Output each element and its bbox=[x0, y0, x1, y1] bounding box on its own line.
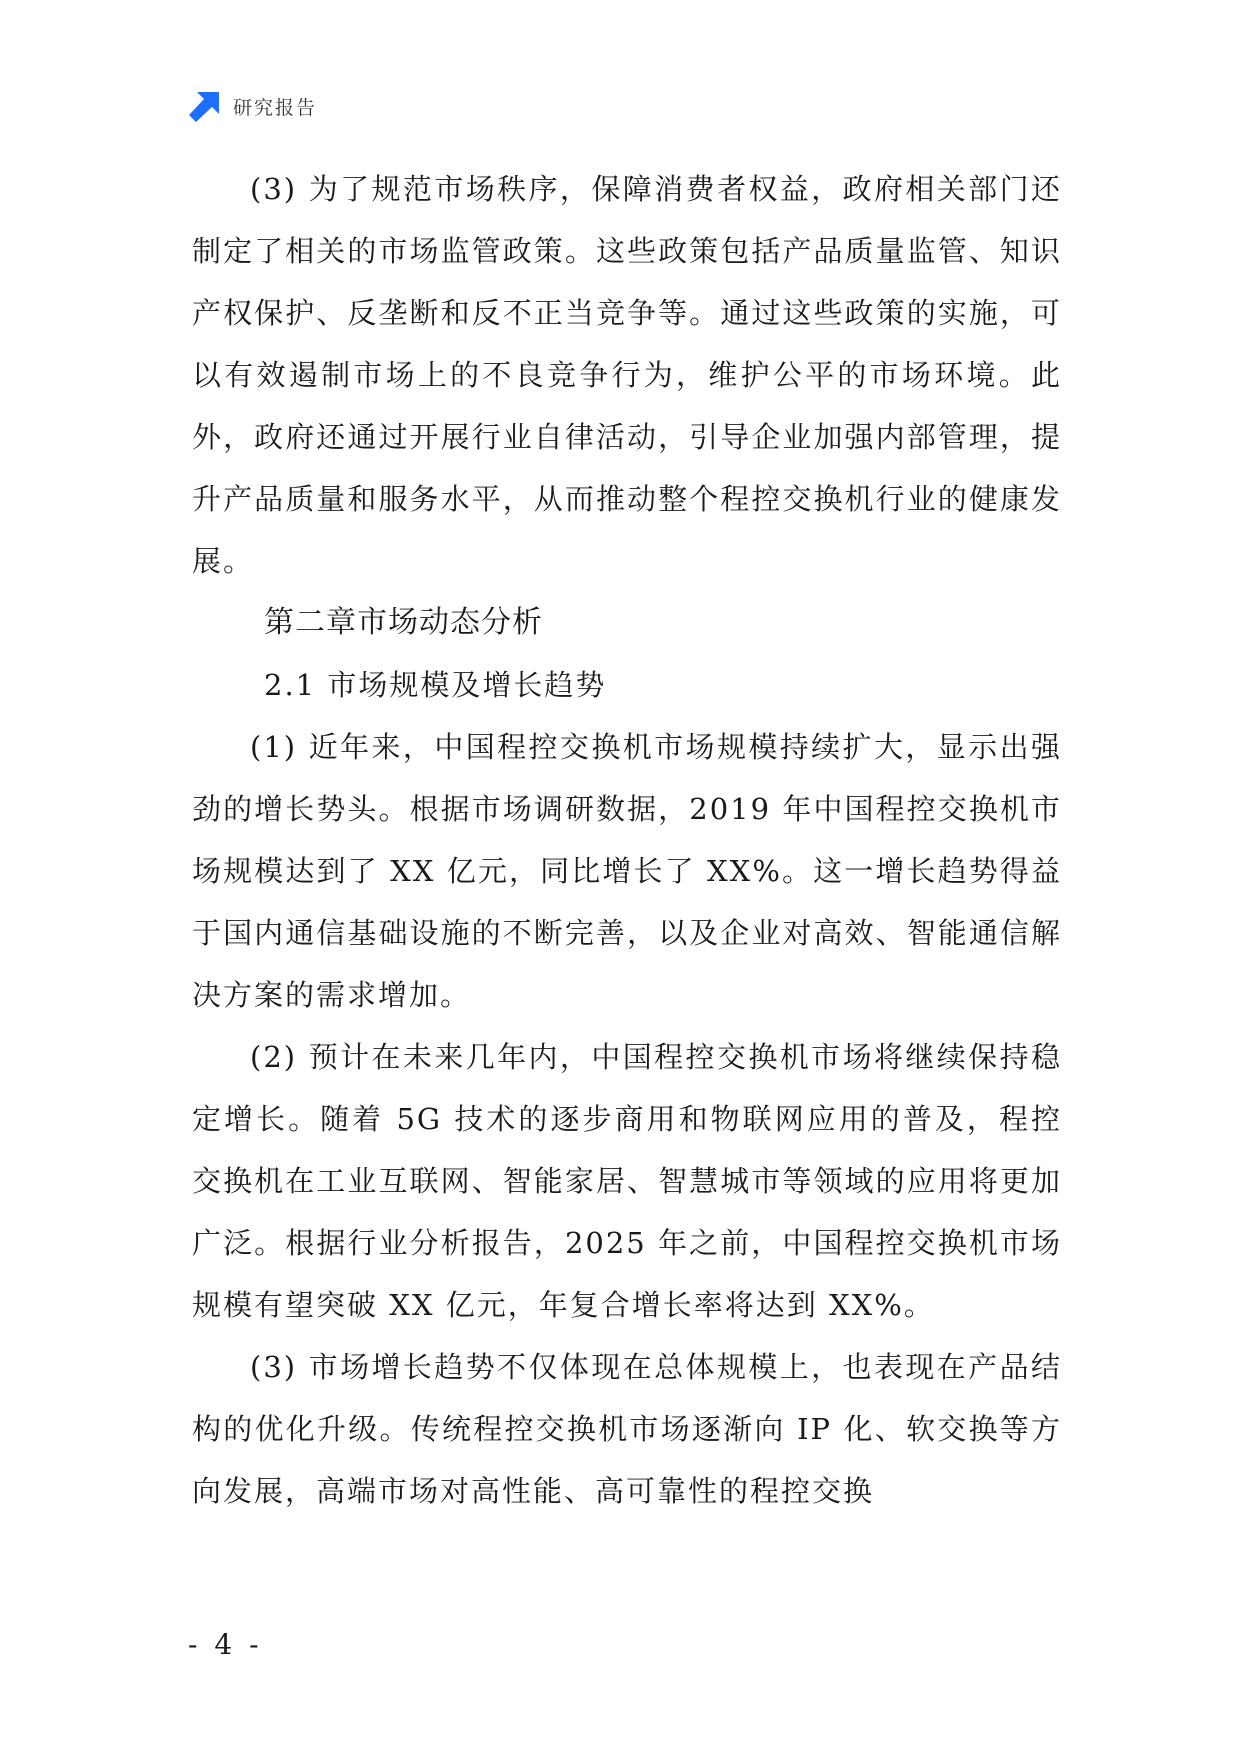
paragraph-policy: (3) 为了规范市场秩序，保障消费者权益，政府相关部门还制定了相关的市场监管政策。这些政策包括产品质量监管、知识产权保护、反垄断和反不正当竞争等。通过这些政策的实施，可以有效遏制市场上的不良竞争行为，维护公平的市场环境。此外，政府还通过开展行业自律活动，引导企业加强内部管理，提升产品质量和服务水平，从而推动整个程控交换机行业的健康发展。 bbox=[192, 172, 1062, 578]
document-body bbox=[192, 158, 1062, 1522]
header-title: 研究报告 bbox=[233, 96, 318, 119]
page-number: - 4 - bbox=[188, 1628, 263, 1661]
paragraph-structure: (3) 市场增长趋势不仅体现在总体规模上，也表现在产品结构的优化升级。传统程控交换机市场逐渐向 IP 化、软交换等方向发展，高端市场对高性能、高可靠性的程控交换 bbox=[192, 1350, 1062, 1508]
arrow-up-right-icon bbox=[189, 90, 221, 122]
paragraph-forecast: (2) 预计在未来几年内，中国程控交换机市场将继续保持稳定增长。随着 5G 技术的逐步商用和物联网应用的普及，程控交换机在工业互联网、智能家居、智慧城市等领域的应用将更加广泛。根据行业分析报告，2025 年之前，中国程控交换机市场规模有望突破 XX 亿元，年复合增长率将达到 XX%。 bbox=[192, 1040, 1062, 1322]
section-title: 2.1 市场规模及增长趋势 bbox=[264, 668, 607, 702]
document-header bbox=[189, 88, 317, 124]
paragraph-market-size: (1) 近年来，中国程控交换机市场规模持续扩大，显示出强劲的增长势头。根据市场调研数据，2019 年中国程控交换机市场规模达到了 XX 亿元，同比增长了 XX%。这一增长趋势得益于国内通信基础设施的不断完善，以及企业对高效、智能通信解决方案的需求增加。 bbox=[192, 730, 1062, 1012]
chapter-title: 第二章市场动态分析 bbox=[264, 605, 543, 640]
